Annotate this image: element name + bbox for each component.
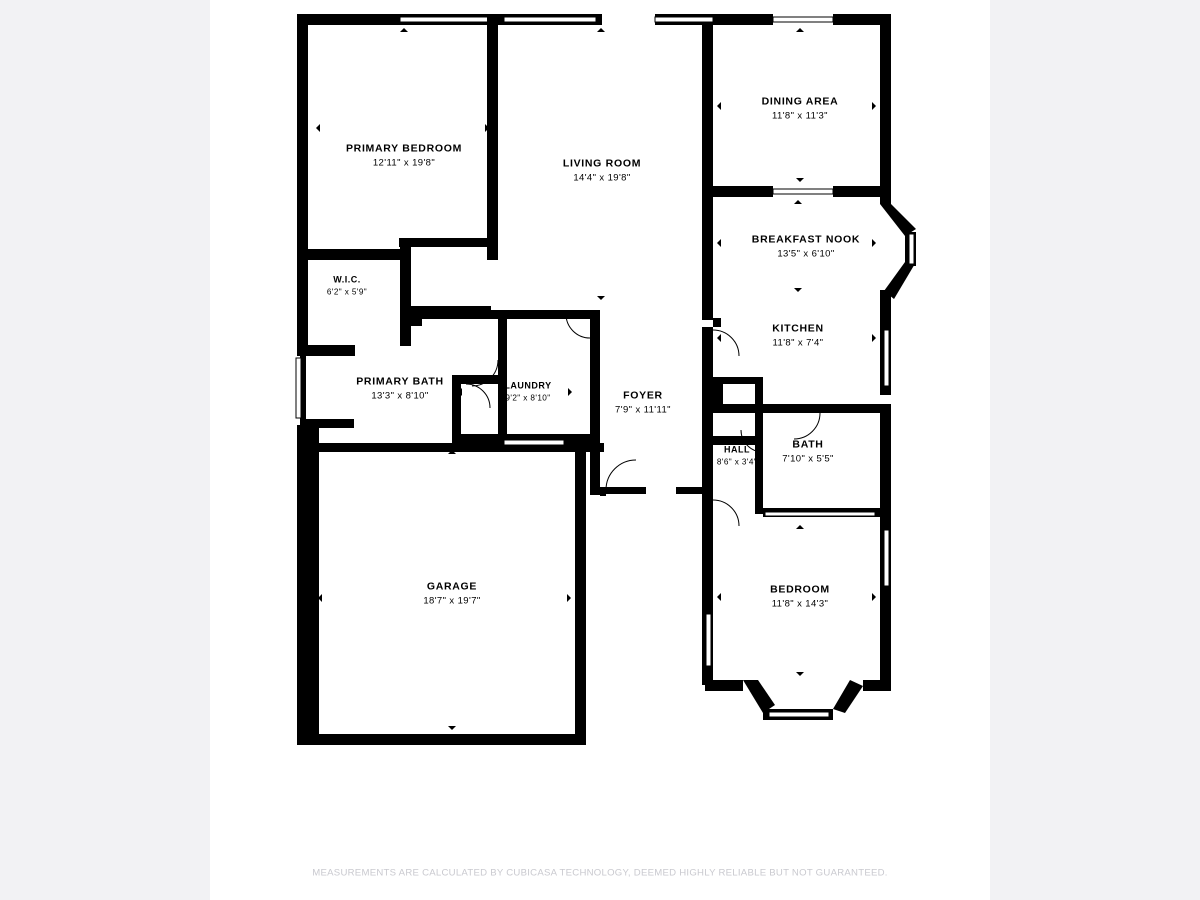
room-name: KITCHEN: [772, 322, 824, 335]
room-dimensions: 7'10" x 5'5": [782, 453, 834, 465]
room-name: LIVING ROOM: [562, 157, 642, 170]
wall-group: [296, 14, 916, 745]
room-dimensions: 9'2" x 8'10": [505, 393, 551, 403]
room-dimensions: 12'11" x 19'8": [372, 157, 436, 169]
room-name: LAUNDRY: [504, 380, 552, 391]
room-name: W.I.C.: [333, 274, 361, 285]
room-dimensions: 7'9" x 11'11": [615, 404, 671, 416]
room-dimensions: 13'5" x 6'10": [777, 248, 835, 260]
room-dimensions: 11'8" x 14'3": [771, 598, 829, 610]
room-dimensions: 14'4" x 19'8": [573, 172, 631, 184]
room-dimensions: 8'6" x 3'4": [716, 457, 758, 467]
room-name: BREAKFAST NOOK: [751, 233, 861, 246]
room-name: HALL: [723, 444, 750, 455]
room-dimensions: 18'7" x 19'7": [423, 595, 481, 607]
room-name: GARAGE: [426, 580, 478, 593]
room-name: BATH: [792, 438, 824, 451]
room-name: FOYER: [623, 389, 663, 402]
room-name: DINING AREA: [761, 95, 839, 108]
room-dimensions: 6'2" x 5'9": [326, 287, 368, 297]
room-dimensions: 13'3" x 8'10": [371, 390, 429, 402]
room-name: PRIMARY BATH: [356, 375, 444, 388]
door-group: [466, 314, 820, 526]
disclaimer-text: MEASUREMENTS ARE CALCULATED BY CUBICASA TECHNOLOGY, DEEMED HIGHLY RELIABLE BUT NOT GUARANTEED.: [312, 867, 888, 879]
room-dimensions: 11'8" x 11'3": [772, 110, 828, 122]
room-name: BEDROOM: [770, 583, 830, 596]
room-dimensions: 11'8" x 7'4": [772, 337, 824, 349]
room-name: PRIMARY BEDROOM: [345, 142, 463, 155]
